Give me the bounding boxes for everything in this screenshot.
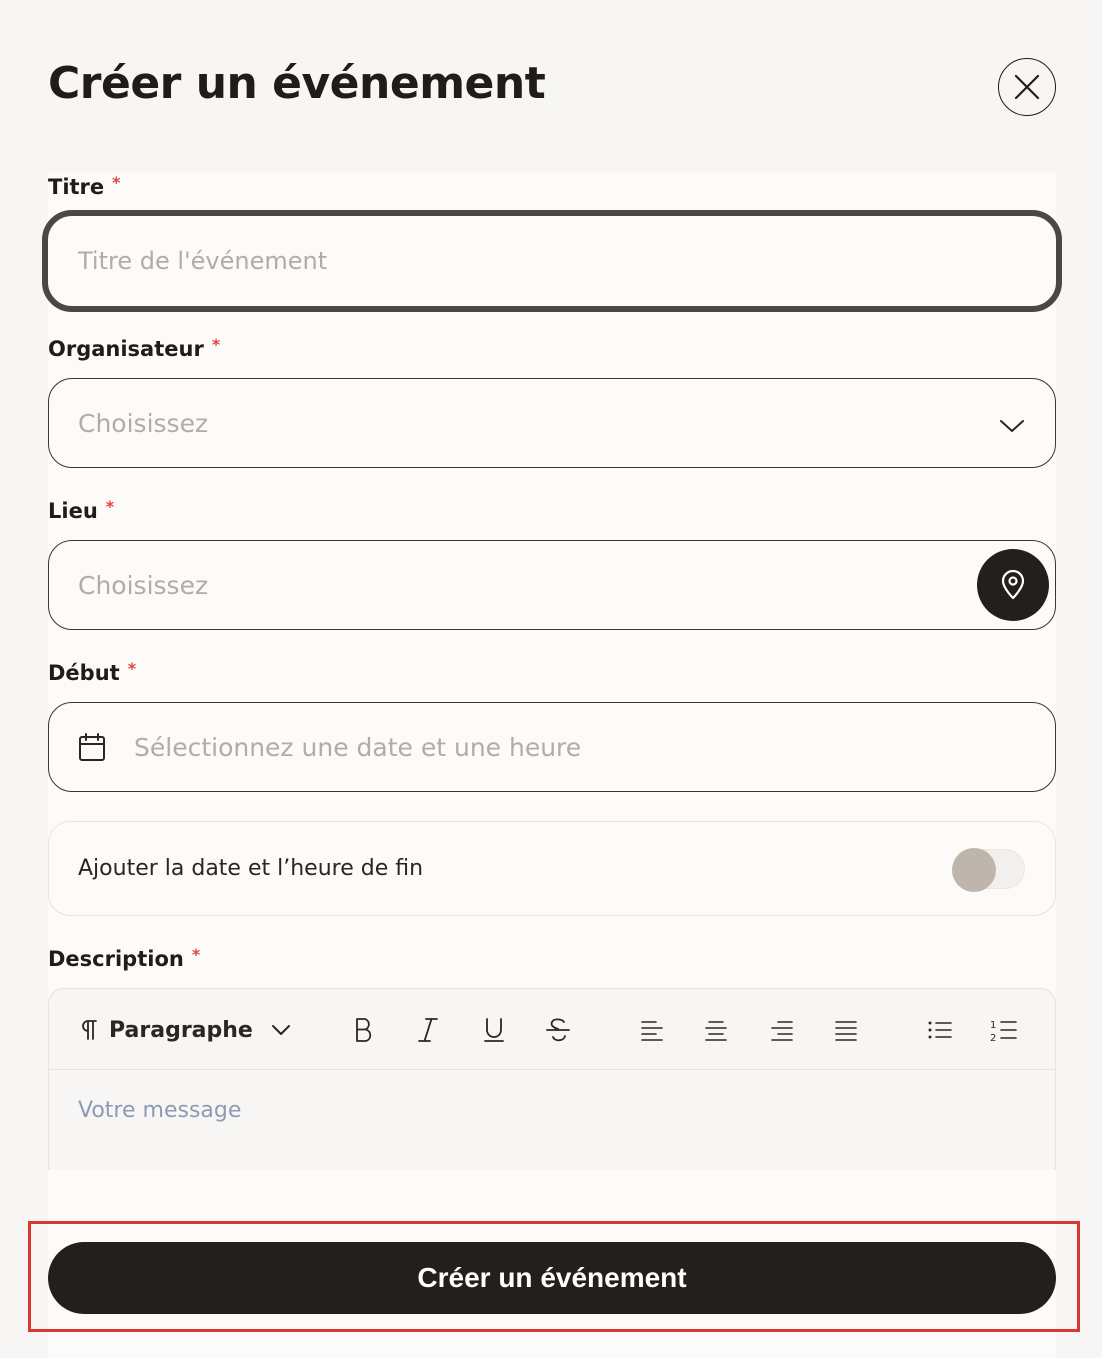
align-center-icon [704, 1019, 728, 1041]
align-center-button[interactable] [701, 1011, 731, 1049]
organizer-select[interactable] [48, 378, 1056, 468]
organizer-label [48, 335, 220, 361]
location-label-text: Lieu [48, 499, 98, 523]
required-mark: * [112, 173, 121, 192]
page-title: Créer un événement [48, 58, 546, 109]
required-mark: * [211, 335, 221, 354]
create-event-button[interactable]: Créer un événement [48, 1242, 1056, 1314]
location-input-placeholder: Choisissez [78, 570, 209, 600]
numbered-list-icon [990, 1018, 1018, 1042]
start-label-text: Début [48, 661, 120, 685]
align-justify-icon [834, 1019, 858, 1041]
calendar-icon [78, 732, 106, 762]
required-mark: * [105, 497, 115, 516]
align-justify-button[interactable] [831, 1011, 861, 1049]
chevron-down-icon [271, 1024, 291, 1036]
location-input[interactable] [48, 540, 1056, 630]
paragraph-icon [79, 1018, 99, 1042]
description-editor[interactable] [48, 1070, 1056, 1170]
title-label-text: Titre [48, 175, 105, 199]
svg-text:2: 2 [990, 1033, 997, 1042]
bold-button[interactable] [349, 1011, 379, 1049]
end-datetime-toggle-label: Ajouter la date et l’heure de fin [78, 856, 424, 881]
required-mark: * [127, 659, 137, 678]
underline-button[interactable] [479, 1011, 509, 1049]
close-button[interactable] [998, 58, 1056, 116]
italic-button[interactable] [413, 1011, 443, 1049]
align-left-icon [640, 1019, 664, 1041]
start-label [48, 659, 136, 685]
strikethrough-icon [545, 1016, 571, 1044]
chevron-down-icon [999, 411, 1025, 440]
location-label [48, 497, 114, 523]
end-datetime-toggle[interactable] [953, 849, 1025, 889]
underline-icon [482, 1016, 506, 1044]
map-pin-icon [1000, 570, 1026, 600]
description-label-text: Description [48, 947, 184, 971]
title-input[interactable] [42, 210, 1062, 312]
bullet-list-icon [927, 1019, 953, 1041]
close-icon [1014, 74, 1040, 100]
block-type-label: Paragraphe [109, 1017, 253, 1043]
description-label [48, 945, 200, 971]
title-label [48, 173, 121, 199]
bullet-list-button[interactable] [925, 1011, 955, 1049]
organizer-select-placeholder: Choisissez [78, 408, 209, 438]
strikethrough-button[interactable] [543, 1011, 573, 1049]
end-datetime-row [48, 821, 1056, 916]
start-datetime-placeholder: Sélectionnez une date et une heure [134, 732, 582, 762]
align-left-button[interactable] [637, 1011, 667, 1049]
description-placeholder: Votre message [78, 1098, 242, 1123]
numbered-list-button[interactable] [989, 1011, 1019, 1049]
bold-icon [352, 1016, 376, 1044]
organizer-label-text: Organisateur [48, 337, 204, 361]
italic-icon [416, 1016, 440, 1044]
align-right-icon [770, 1019, 794, 1041]
location-pin-button[interactable] [977, 549, 1049, 621]
title-input-placeholder: Titre de l'événement [78, 247, 328, 275]
start-datetime-input[interactable] [48, 702, 1056, 792]
editor-toolbar [48, 988, 1056, 1070]
required-mark: * [191, 945, 201, 964]
block-type-select[interactable] [79, 1011, 291, 1049]
svg-text:1: 1 [990, 1020, 997, 1031]
align-right-button[interactable] [767, 1011, 797, 1049]
toggle-knob [952, 848, 996, 892]
